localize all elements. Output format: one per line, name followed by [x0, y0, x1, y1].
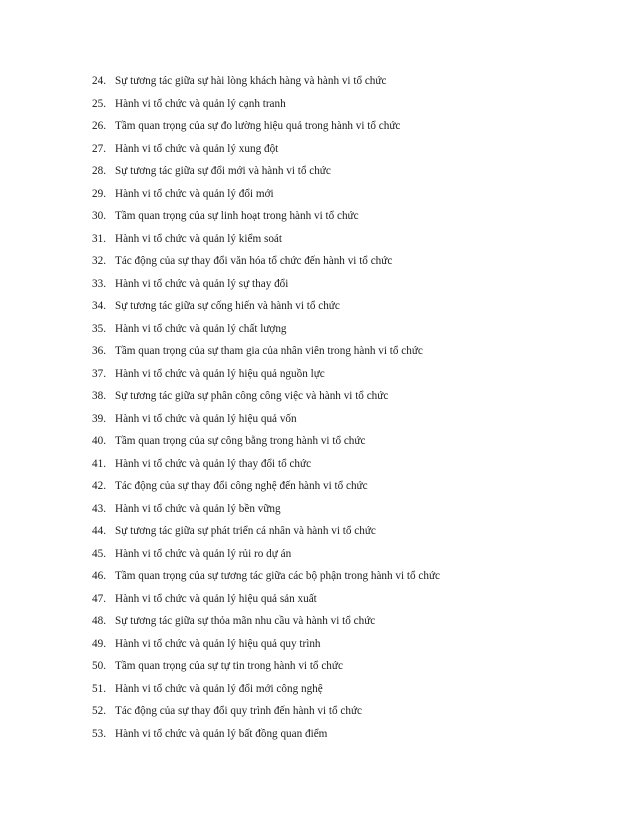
item-text: Tác động của sự thay đổi quy trình đến hành vi tổ chức — [115, 705, 363, 717]
item-text: Tầm quan trọng của sự tương tác giữa các bộ phận trong hành vi tổ chức — [115, 570, 440, 582]
list-item — [92, 635, 612, 658]
list-item — [92, 410, 612, 433]
item-number: 51. — [92, 682, 106, 695]
item-number: 43. — [92, 502, 106, 515]
item-text: Hành vi tổ chức và quản lý hiệu quả quy trình — [115, 637, 321, 650]
list-item — [92, 680, 612, 703]
item-text: Sự tương tác giữa sự cống hiến và hành vi tổ chức — [115, 300, 340, 312]
item-text: Hành vi tổ chức và quản lý xung đột — [115, 142, 279, 155]
item-number: 39. — [92, 412, 106, 425]
item-number: 30. — [92, 210, 106, 222]
item-text: Hành vi tổ chức và quản lý hiệu quả nguồn lực — [115, 367, 325, 380]
item-number: 42. — [92, 480, 106, 492]
item-text: Tầm quan trọng của sự công bằng trong hành vi tổ chức — [115, 435, 366, 447]
item-number: 48. — [92, 615, 106, 627]
list-item — [92, 522, 612, 545]
list-item — [92, 297, 612, 320]
list-item — [92, 657, 612, 680]
list-item — [92, 72, 612, 95]
list-item — [92, 117, 612, 140]
item-number: 36. — [92, 345, 106, 357]
item-number: 35. — [92, 322, 106, 335]
list-item — [92, 567, 612, 590]
item-number: 44. — [92, 525, 106, 537]
list-item — [92, 387, 612, 410]
list-item — [92, 207, 612, 230]
item-number: 26. — [92, 120, 106, 132]
item-text: Hành vi tổ chức và quản lý kiểm soát — [115, 232, 282, 245]
item-number: 34. — [92, 300, 106, 312]
item-text: Hành vi tổ chức và quản lý rủi ro dự án — [115, 547, 292, 560]
item-number: 52. — [92, 705, 106, 717]
item-number: 50. — [92, 660, 106, 672]
list-item — [92, 477, 612, 500]
item-number: 29. — [92, 187, 106, 200]
item-number: 46. — [92, 570, 106, 582]
item-text: Hành vi tổ chức và quản lý cạnh tranh — [115, 97, 286, 110]
item-number: 37. — [92, 367, 106, 380]
list-item — [92, 365, 612, 388]
list-item — [92, 230, 612, 253]
item-text: Sự tương tác giữa sự đổi mới và hành vi tổ chức — [115, 165, 331, 177]
item-text: Hành vi tổ chức và quản lý đổi mới — [115, 187, 274, 200]
item-number: 33. — [92, 277, 106, 290]
item-number: 24. — [92, 75, 106, 87]
item-number: 40. — [92, 435, 106, 447]
item-number: 27. — [92, 142, 106, 155]
item-number: 53. — [92, 727, 106, 740]
item-text: Hành vi tổ chức và quản lý bất đồng quan điểm — [115, 727, 328, 740]
item-text: Sự tương tác giữa sự phân công công việc và hành vi tổ chức — [115, 390, 389, 402]
list-item — [92, 500, 612, 523]
list-item — [92, 185, 612, 208]
item-text: Tầm quan trọng của sự đo lường hiệu quả trong hành vi tổ chức — [115, 120, 401, 132]
item-text: Hành vi tổ chức và quản lý chất lượng — [115, 322, 287, 335]
item-text: Sự tương tác giữa sự phát triển cá nhân và hành vi tổ chức — [115, 525, 376, 537]
item-number: 49. — [92, 637, 106, 650]
topic-list — [92, 72, 612, 747]
item-text: Sự tương tác giữa sự hài lòng khách hàng và hành vi tổ chức — [115, 75, 387, 87]
item-text: Tác động của sự thay đổi văn hóa tổ chức đến hành vi tổ chức — [115, 255, 393, 267]
list-item — [92, 590, 612, 613]
list-item — [92, 162, 612, 185]
item-number: 47. — [92, 592, 106, 605]
item-number: 45. — [92, 547, 106, 560]
item-text: Hành vi tổ chức và quản lý thay đổi tổ chức — [115, 457, 312, 470]
item-number: 31. — [92, 232, 106, 245]
list-item — [92, 432, 612, 455]
list-item — [92, 275, 612, 298]
list-item — [92, 725, 612, 748]
list-item — [92, 140, 612, 163]
list-item — [92, 252, 612, 275]
list-item — [92, 612, 612, 635]
list-item — [92, 455, 612, 478]
item-text: Hành vi tổ chức và quản lý hiệu quả vốn — [115, 412, 297, 425]
list-item — [92, 95, 612, 118]
item-text: Hành vi tổ chức và quản lý sự thay đổi — [115, 277, 289, 290]
list-item — [92, 342, 612, 365]
item-text: Sự tương tác giữa sự thỏa mãn nhu cầu và hành vi tổ chức — [115, 615, 376, 627]
item-number: 25. — [92, 97, 106, 110]
item-text: Tầm quan trọng của sự linh hoạt trong hành vi tổ chức — [115, 210, 359, 222]
item-text: Tầm quan trọng của sự tham gia của nhân viên trong hành vi tổ chức — [115, 345, 423, 357]
item-number: 32. — [92, 255, 106, 267]
item-number: 38. — [92, 390, 106, 402]
list-item — [92, 702, 612, 725]
item-text: Hành vi tổ chức và quản lý đổi mới công nghệ — [115, 682, 323, 695]
item-text: Tầm quan trọng của sự tự tin trong hành vi tổ chức — [115, 660, 343, 672]
item-text: Hành vi tổ chức và quản lý bền vững — [115, 502, 281, 515]
item-text: Tác động của sự thay đổi công nghệ đến hành vi tổ chức — [115, 480, 368, 492]
list-item — [92, 545, 612, 568]
item-text: Hành vi tổ chức và quản lý hiệu quả sản xuất — [115, 592, 317, 605]
item-number: 41. — [92, 457, 106, 470]
item-number: 28. — [92, 165, 106, 177]
list-item — [92, 320, 612, 343]
